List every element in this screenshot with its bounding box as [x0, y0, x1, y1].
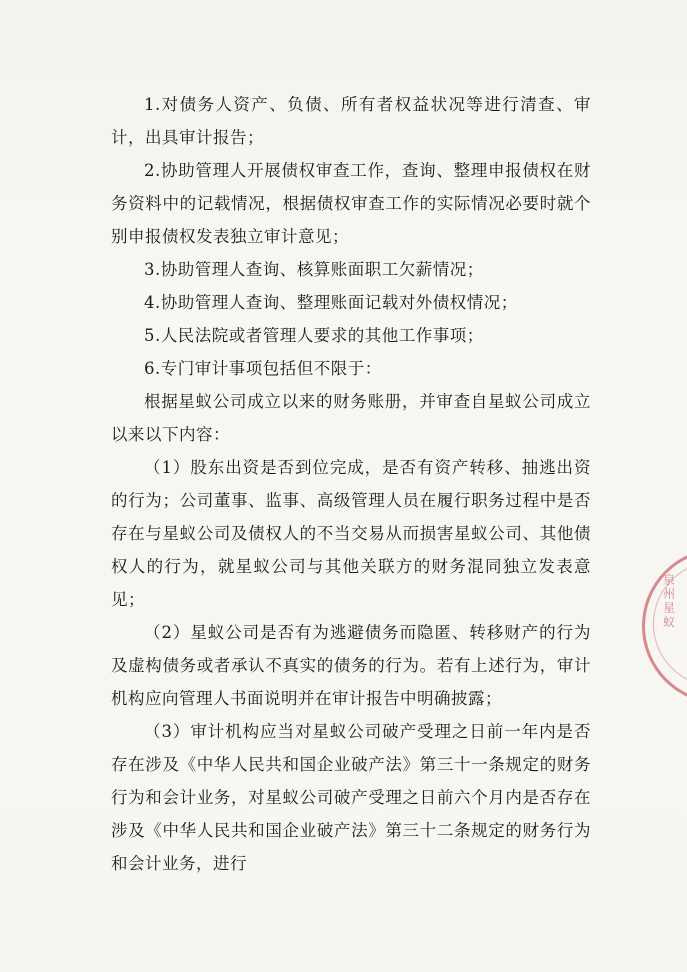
paragraph-2: 2.协助管理人开展债权审查工作，查询、整理申报债权在财务资料中的记载情况，根据债权审查工作的实际情况必要时就个别申报债权发表独立审计意见； [111, 161, 591, 246]
document-body [111, 88, 591, 880]
paragraph-6: 6.专门审计事项包括但不限于： [144, 359, 382, 378]
paragraph-4: 4.协助管理人查询、整理账面记载对外债权情况； [144, 293, 518, 312]
paragraph-7: 根据星蚁公司成立以来的财务账册，并审查自星蚁公司成立以来以下内容： [111, 392, 591, 444]
paragraph-5: 5.人民法院或者管理人要求的其他工作事项； [144, 326, 484, 345]
seal-text: 泉州星蚁 [663, 573, 676, 629]
paragraph-9: （2）星蚁公司是否有为逃避债务而隐匿、转移财产的行为及虚构债务或者承认不真实的债务的行为。若有上述行为，审计机构应向管理人书面说明并在审计报告中明确披露； [111, 623, 591, 708]
partial-red-seal [642, 548, 687, 704]
paragraph-10: （3）审计机构应当对星蚁公司破产受理之日前一年内是否存在涉及《中华人民共和国企业破产法》第三十一条规定的财务行为和会计业务，对星蚁公司破产受理之日前六个月内是否存在涉及《中华人民共和国企业破产法》第三十二条规定的财务行为和会计业务，进行 [111, 722, 591, 873]
paragraph-1: 1.对债务人资产、负债、所有者权益状况等进行清查、审计，出具审计报告； [111, 95, 591, 147]
paragraph-8: （1）股东出资是否到位完成，是否有资产转移、抽逃出资的行为；公司董事、监事、高级管理人员在履行职务过程中是否存在与星蚁公司及债权人的不当交易从而损害星蚁公司、其他债权人的行为，就星蚁公司与其他关联方的财务混同独立发表意见； [111, 458, 591, 609]
paragraph-3: 3.协助管理人查询、核算账面职工欠薪情况； [144, 260, 484, 279]
